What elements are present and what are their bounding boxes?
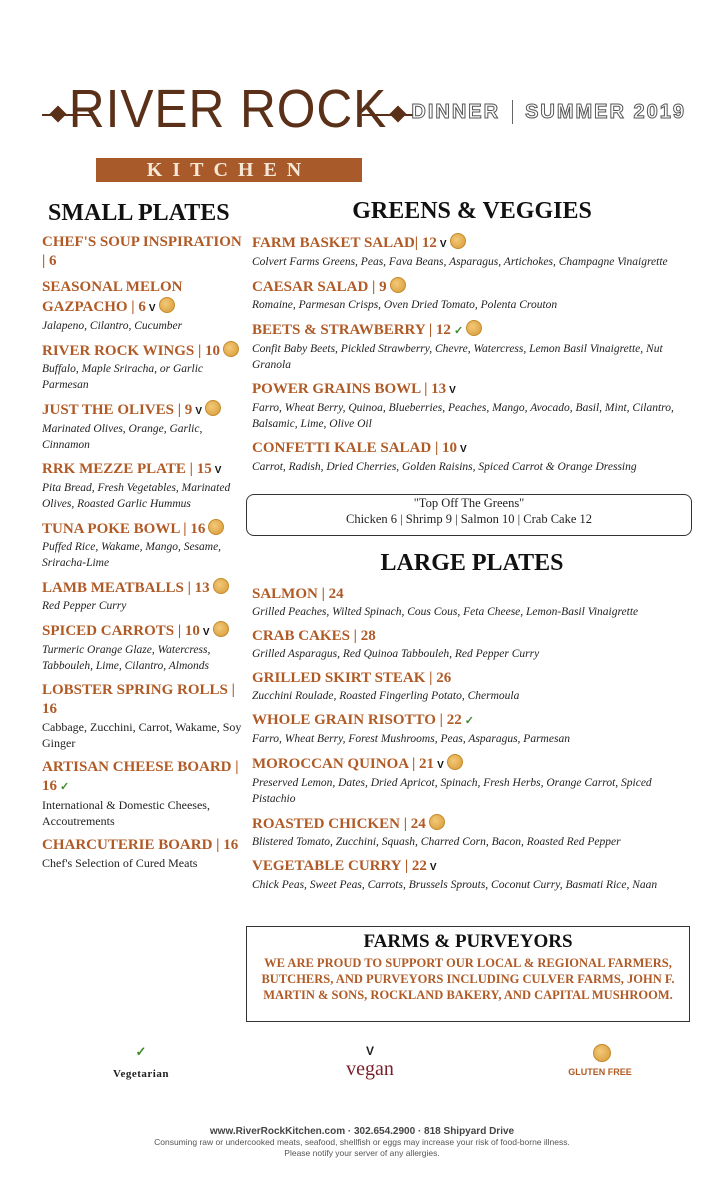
menu-item (252, 814, 692, 850)
v-letter-icon: V (365, 1044, 374, 1058)
menu-item-description: Marinated Olives, Orange, Garlic, Cinnamon (42, 423, 203, 451)
menu-item (252, 857, 692, 893)
menu-item-description: Blistered Tomato, Zucchini, Squash, Charred Corn, Bacon, Roasted Red Pepper (252, 836, 621, 848)
greens-section (252, 198, 692, 482)
vegetarian-icon: ✓ (453, 325, 464, 337)
menu-item-name-text: CONFETTI KALE SALAD | 10 (252, 440, 458, 456)
menu-item-name (42, 341, 242, 361)
menu-item-name (42, 578, 242, 598)
wheat-icon (208, 519, 224, 535)
menu-item (42, 400, 242, 453)
menu-item-name-text: SEASONAL MELON GAZPACHO | 6 (42, 279, 183, 315)
menu-item-name (42, 460, 242, 480)
menu-item (42, 578, 242, 614)
menu-item (252, 277, 692, 313)
small-plates-list (42, 233, 242, 871)
wheat-icon (466, 320, 482, 336)
season-label: SUMMER 2019 (525, 100, 686, 123)
menu-item-name (42, 519, 242, 539)
menu-item-name (252, 814, 692, 834)
menu-item-name-text: CRAB CAKES | 28 (252, 628, 376, 644)
vegan-icon: V (214, 465, 222, 476)
checkmark-icon: ✓ (135, 1044, 147, 1059)
menu-item-name-text: RIVER ROCK WINGS | 10 (42, 343, 221, 359)
menu-item-name (42, 681, 242, 719)
menu-item (252, 380, 692, 432)
menu-item-name-text: GRILLED SKIRT STEAK | 26 (252, 670, 452, 686)
legend-gluten-free (560, 1044, 640, 1077)
wheat-icon (450, 233, 466, 249)
menu-item-description: Zucchini Roulade, Roasted Fingerling Potato, Chermoula (252, 690, 520, 702)
vegan-icon: V (437, 760, 444, 771)
menu-item-name (252, 754, 692, 775)
vegan-icon: V (202, 627, 210, 638)
logo-title: RIVER ROCK (68, 79, 388, 139)
menu-item-name-text: CHARCUTERIE BOARD | 16 (42, 837, 239, 853)
menu-item-description: International & Domestic Cheeses, Accoutrements (42, 798, 210, 828)
menu-item-name (42, 233, 242, 271)
menu-item-name (42, 836, 242, 855)
vegetarian-icon: ✓ (464, 715, 474, 727)
large-plates-title: LARGE PLATES (380, 550, 564, 576)
menu-item (42, 278, 242, 334)
menu-item-description: Cabbage, Zucchini, Carrot, Wakame, Soy Ginger (42, 720, 242, 750)
menu-item-name (252, 627, 692, 646)
legend-vegetarian (96, 1044, 186, 1080)
large-plates-section (252, 550, 692, 900)
menu-item-name-text: ARTISAN CHEESE BOARD | 16 (42, 759, 239, 794)
small-plates-section (42, 200, 242, 878)
wheat-icon (223, 341, 239, 357)
vegan-icon: V (460, 444, 467, 455)
menu-item-description: Romaine, Parmesan Crisps, Oven Dried Tomato, Polenta Crouton (252, 299, 558, 311)
wheat-icon (390, 277, 406, 293)
menu-item (42, 758, 242, 829)
logo (42, 78, 414, 188)
greens-title: GREENS & VEGGIES (352, 198, 592, 224)
menu-item-name (252, 320, 692, 341)
menu-item-name (42, 758, 242, 797)
menu-item (42, 621, 242, 674)
legend-vegan (330, 1044, 410, 1081)
menu-item-name (252, 439, 692, 459)
menu-item-name (252, 857, 692, 877)
top-off-box (246, 494, 692, 536)
menu-item-name-text: FARM BASKET SALAD| 12 (252, 235, 437, 251)
menu-item-name (252, 585, 692, 604)
menu-item (42, 460, 242, 512)
farms-text: WE ARE PROUD TO SUPPORT OUR LOCAL & REGIONAL FARMERS, BUTCHERS, AND PURVEYORS INCLUDING CULVER FARMS, JOHN F. MARTIN & SONS, ROCKLAND BAKERY, AND CAPITAL MUSHROOM. (261, 956, 675, 1002)
menu-item-name (252, 711, 692, 731)
vegan-icon: V (439, 239, 447, 250)
meal-label: DINNER (411, 100, 501, 123)
menu-item (252, 320, 692, 373)
menu-item (252, 754, 692, 807)
edition-divider (512, 100, 513, 124)
footer-allergy-note: Please notify your server of any allergies. (284, 1148, 440, 1158)
greens-list (252, 233, 692, 475)
menu-item-description: Preserved Lemon, Dates, Dried Apricot, Spinach, Fresh Herbs, Orange Carrot, Spiced Pistachio (252, 777, 652, 805)
logo-band (96, 158, 362, 182)
top-off-title: "Top Off The Greens" (413, 496, 525, 510)
menu-item-name-text: WHOLE GRAIN RISOTTO | 22 (252, 712, 462, 728)
menu-item (42, 233, 242, 271)
menu-item (252, 585, 692, 620)
menu-item-name (42, 400, 242, 421)
wheat-icon (213, 621, 229, 637)
farms-title: FARMS & PURVEYORS (363, 931, 573, 952)
legend-gluten-free-label: GLUTEN FREE (568, 1067, 632, 1077)
menu-item-description: Pita Bread, Fresh Vegetables, Marinated Olives, Roasted Garlic Hummus (42, 482, 231, 510)
menu-item-description: Chef's Selection of Cured Meats (42, 856, 198, 870)
menu-item-description: Farro, Wheat Berry, Quinoa, Blueberries, Peaches, Mango, Avocado, Basil, Mint, Cilantro, Balsamic, Lime, Olive Oil (252, 402, 674, 430)
menu-item-description: Colvert Farms Greens, Peas, Fava Beans, Asparagus, Artichokes, Champagne Vinaigrette (252, 256, 668, 268)
large-plates-list (252, 585, 692, 893)
menu-item-name-text: CHEF'S SOUP INSPIRATION | 6 (42, 234, 242, 269)
menu-item (42, 681, 242, 751)
menu-item (252, 669, 692, 704)
menu-item (252, 627, 692, 662)
wheat-icon (213, 578, 229, 594)
menu-item-description: Red Pepper Curry (42, 600, 127, 612)
menu-item-name-text: ROASTED CHICKEN | 24 (252, 816, 426, 832)
menu-item-description: Grilled Peaches, Wilted Spinach, Cous Cous, Feta Cheese, Lemon-Basil Vinaigrette (252, 606, 639, 618)
menu-item-name-text: MOROCCAN QUINOA | 21 (252, 756, 435, 772)
menu-item-name-text: SALMON | 24 (252, 586, 344, 602)
wheat-icon (159, 297, 175, 313)
wheat-icon (593, 1044, 611, 1062)
menu-item-description: Puffed Rice, Wakame, Mango, Sesame, Sriracha-Lime (42, 541, 222, 569)
menu-item-name (42, 278, 242, 318)
menu-item (252, 233, 692, 270)
menu-item-name (252, 669, 692, 688)
menu-item (252, 711, 692, 747)
menu-item-name-text: JUST THE OLIVES | 9 (42, 402, 193, 418)
menu-item-description: Grilled Asparagus, Red Quinoa Tabbouleh, Red Pepper Curry (252, 648, 540, 660)
menu-item (42, 519, 242, 571)
menu-item-name (252, 380, 692, 400)
menu-item-description: Turmeric Orange Glaze, Watercress, Tabbouleh, Lime, Cilantro, Almonds (42, 644, 211, 672)
menu-item-description: Carrot, Radish, Dried Cherries, Golden Raisins, Spiced Carrot & Orange Dressing (252, 461, 637, 473)
footer-warning: Consuming raw or undercooked meats, seafood, shellfish or eggs may increase your risk of food-borne illness. (154, 1137, 570, 1147)
menu-item-name-text: VEGETABLE CURRY | 22 (252, 858, 427, 874)
logo-subtitle: KITCHEN (146, 158, 312, 181)
menu-item-name-text: LAMB MEATBALLS | 13 (42, 580, 210, 596)
farms-box (246, 926, 690, 1022)
legend-vegan-label: vegan (346, 1058, 394, 1080)
menu-item-name (252, 233, 692, 254)
menu-item-name-text: LOBSTER SPRING ROLLS | 16 (42, 682, 235, 717)
wheat-icon (447, 754, 463, 770)
wheat-icon (429, 814, 445, 830)
menu-item-name-text: BEETS & STRAWBERRY | 12 (252, 322, 451, 338)
top-off-options: Chicken 6 | Shrimp 9 | Salmon 10 | Crab Cake 12 (345, 512, 593, 526)
menu-item-description: Confit Baby Beets, Pickled Strawberry, Chevre, Watercress, Lemon Basil Vinaigrette, Nut Granola (252, 343, 663, 371)
menu-edition (411, 100, 686, 124)
menu-item-description: Buffalo, Maple Sriracha, or Garlic Parmesan (42, 363, 203, 391)
small-plates-title: SMALL PLATES (48, 200, 230, 226)
menu-item-description: Farro, Wheat Berry, Forest Mushrooms, Peas, Asparagus, Parmesan (252, 733, 570, 745)
menu-item-description: Chick Peas, Sweet Peas, Carrots, Brussels Sprouts, Coconut Curry, Basmati Rice, Naan (252, 879, 658, 891)
menu-item-name-text: SPICED CARROTS | 10 (42, 623, 200, 639)
footer-contact: www.RiverRockKitchen.com · 302.654.2900 · 818 Shipyard Drive (209, 1126, 515, 1137)
wheat-icon (205, 400, 221, 416)
menu-item (252, 439, 692, 475)
vegan-icon: V (449, 385, 456, 396)
menu-item-name-text: TUNA POKE BOWL | 16 (42, 521, 206, 537)
vegan-icon: V (429, 862, 437, 873)
vegan-icon: V (195, 406, 202, 417)
menu-item-description: Jalapeno, Cilantro, Cucumber (42, 320, 183, 332)
menu-item-name (42, 621, 242, 642)
menu-item-name-text: POWER GRAINS BOWL | 13 (252, 381, 447, 397)
vegan-icon: V (148, 303, 156, 314)
footer (0, 1126, 724, 1159)
menu-item (42, 836, 242, 871)
menu-item-name-text: CAESAR SALAD | 9 (252, 279, 387, 295)
menu-item-name-text: RRK MEZZE PLATE | 15 (42, 461, 212, 477)
menu-item (42, 341, 242, 393)
legend-vegetarian-label: Vegetarian (113, 1068, 169, 1080)
vegetarian-icon: ✓ (60, 781, 70, 793)
menu-item-name (252, 277, 692, 297)
